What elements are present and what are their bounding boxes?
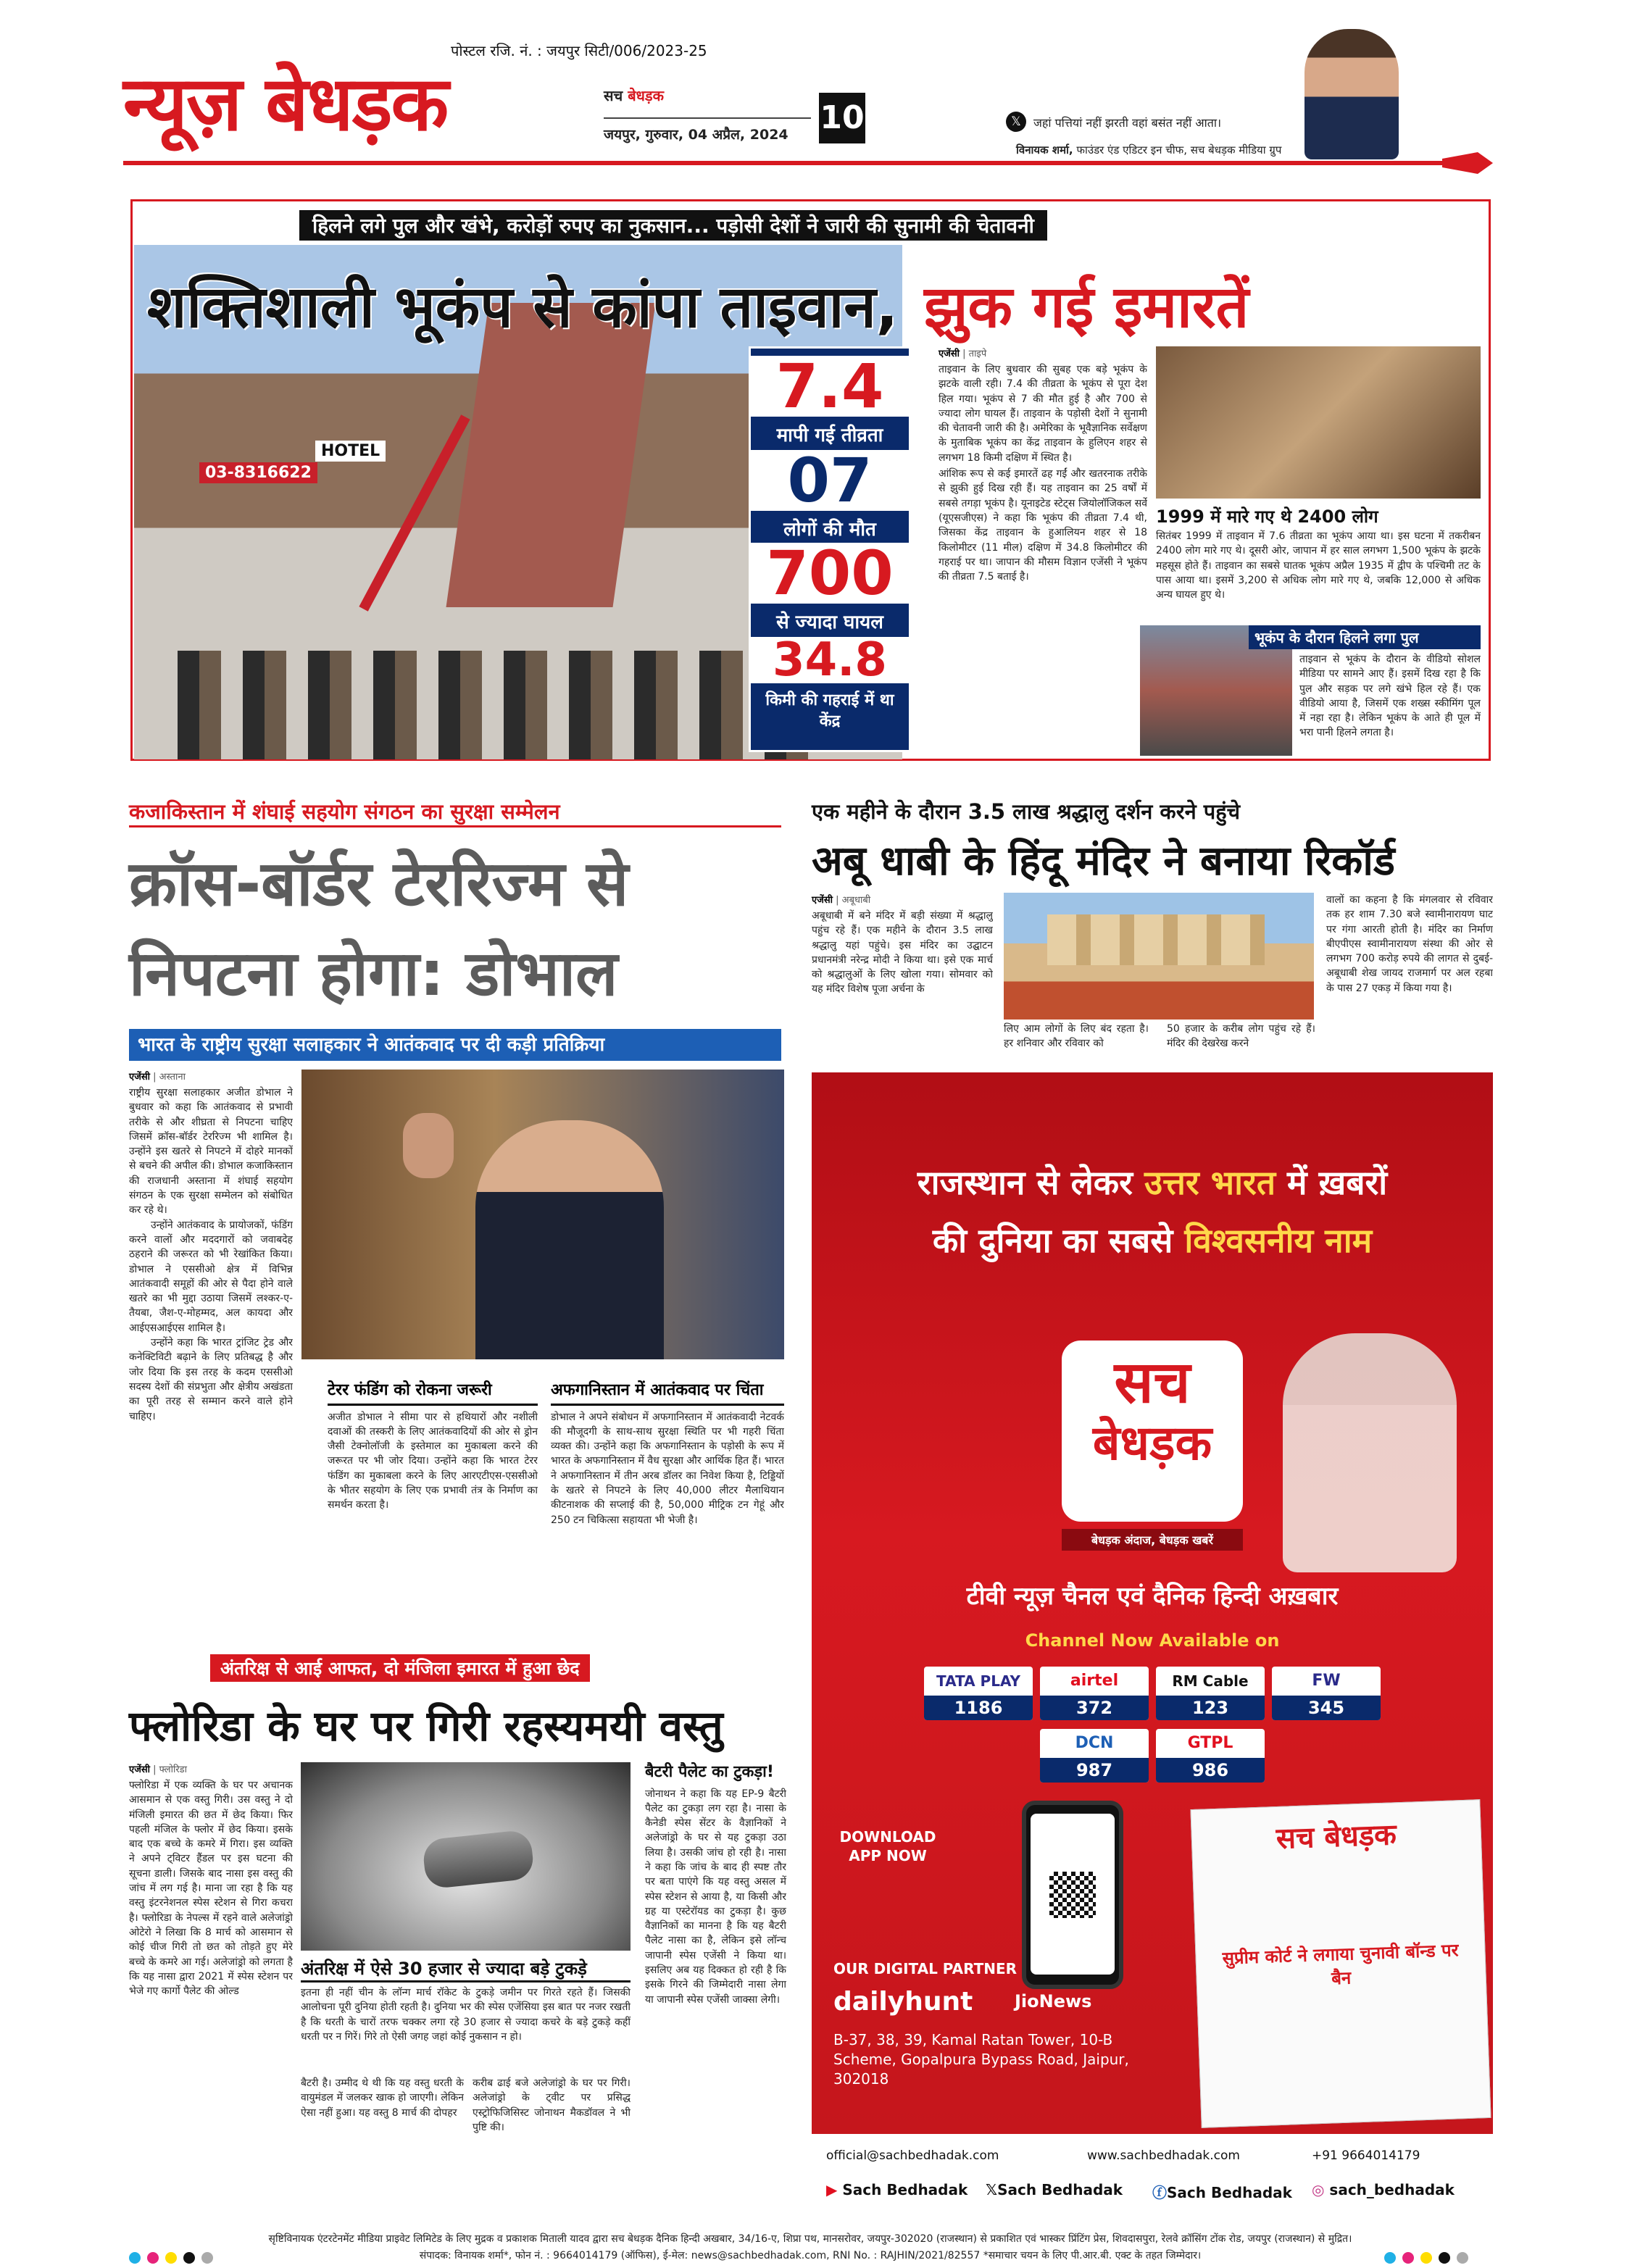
afghan-text: डोभाल ने अपने संबोधन में अफगानिस्तान में आतंकवादी नेटवर्क की मौजूदगी के साथ-साथ सुरक्षा स्थिति पर भी गहरी चिंता व्यक्त की। उन्होंने कहा कि अफगानिस्तान के पड़ोसी के रूप में भारत के अफगानिस्तान में वैध सुरक्षा और आर्थिक हित हैं। भारत ने अफगानिस्तान में तीन अरब डॉलर का निवेश किया है, टिड्डियों के खतरे से निपटने के लिए 40,000 लीटर मैलाथियान कीटनाशक की सप्लाई की है, 50,000 मीट्रिक टन गेहूं और 250 टन चिकित्सा सहायता भी भेजी है। (551, 1411, 784, 1526)
newspaper-headline: सुप्रीम कोर्ट ने लगाया चुनावी बॉन्ड पर बैन (1222, 1940, 1459, 1989)
channel-fw: FW 345 (1272, 1667, 1381, 1720)
temple-text-1: अबूधाबी में बने मंदिर में बड़ी संख्या में श्रद्धालु पहुंच रहे हैं। एक महीने के दौरान 3.5 लाख श्रद्धालु यहां पहुंचे। इस मंदिर का उद्घाटन प्रधानमंत्री नरेन्द्र मोदी ने किया था। इसे एक मार्च को श्रद्धालुओं के लिए खोला गया। सोमवार को यह मंदिर विशेष पूजा अर्चना के (812, 910, 993, 996)
florida-kicker: अंतरिक्ष से आई आफत, दो मंजिला इमारत में हुआ छेद (210, 1654, 590, 1682)
florida-sub-text: इतना ही नहीं चीन के लॉन्ग मार्च रॉकेट के टुकड़े जमीन पर गिरते रहते हैं। जिसकी आलोचना पूरी दुनिया होती रहती है। दुनिया भर की स्पेस एजेंसिया इस बात पर नजर रखती है कि धरती के चारों तरफ चक्कर लगा रहे 30 हजार से ज्यादा कचरे के बड़े टुकड़े कहीं धरती पर न गिरें। गिरे तो ऐसी जगह जहां कोई नुकसान न हो। (301, 1987, 631, 2043)
logo: न्यूज़ बेधड़क (123, 59, 448, 148)
channel-dcn: DCN 987 (1040, 1729, 1149, 1783)
battery-head: बैटरी पैलेट का टुकड़ा! (645, 1763, 774, 1781)
temple-text-3: 50 हजार के करीब लोग पहुंच रहे हैं। मंदिर की देखरेख करने (1167, 1023, 1315, 1050)
temple-spires (1047, 914, 1265, 965)
instagram-handle: ◎ sach_bedhadak (1312, 2181, 1455, 2198)
florida-sub-col-2: करीब ढाई बजे अलेजांड्रो के घर पर गिरी। अलेजांड्रो के ट्वीट पर प्रसिद्ध एस्ट्रोफिजिसिस्ट जोनाथन मैकडॉवल ने भी पुष्टि की। (473, 2077, 631, 2133)
red-rule (123, 161, 1478, 165)
pen-nib-icon (1442, 152, 1493, 174)
terror-box (328, 1380, 538, 1612)
damaged-room-photo (1156, 346, 1481, 499)
x-icon: 𝕏 (1006, 112, 1026, 132)
ad-contact-bar (812, 2134, 1493, 2228)
doval-byline: एजेंसी | अस्ताना (129, 1072, 186, 1083)
hotel-sign: HOTEL (315, 441, 386, 462)
ad-musician-figure (1283, 1333, 1457, 1572)
doval-strap: भारत के राष्ट्रीय सुरक्षा सलाहकार ने आतंकवाद पर दी कड़ी प्रतिक्रिया (129, 1029, 781, 1061)
temple-photo (1004, 893, 1314, 1020)
debris-object (422, 1829, 535, 1889)
dateline: जयपुर, गुरुवार, 04 अप्रैल, 2024 (604, 127, 788, 143)
phone-sign: 03-8316622 (199, 462, 317, 483)
florida-text-1: फ्लोरिडा में एक व्यक्ति के घर पर अचानक आसमान से एक वस्तु गिरी। उस वस्तु ने दो मंजिली इमारत की छत में छेद किया। फिर पहली मंजिल के फ्लोर में छेद किया। इसके बाद एक बच्चे के कमरे में गिरा। इस व्यक्ति ने अपने ट्विटर हैंडल पर इस घटना की सूचना डाली। जिसके बाद नासा इस वस्तु की जांच में लग गई है। माना जा रहा है कि यह वस्तु इंटरनेशनल स्पेस स्टेशन से गिरा कचरा है। फ्लोरिडा के नेपल्स में रहने वाले अलेजांड्रो ओटेरो ने लिखा कि 8 मार्च को आसमान से कोई चीज गिरी तो छत को तोड़ते हुए मेरे बच्चे के कमरे आ गई। अलेजांड्रो को लगता है कि यह नासा द्वारा 2021 में स्पेस स्टेशन पर भेजे गए कार्गो पैलेट की ओल्ड (129, 1780, 293, 1998)
newspaper-title: सच बेधड़क (1276, 1818, 1397, 1856)
stat-injured: 700 (751, 543, 909, 604)
doval-headline-1: क्रॉस-बॉर्डर टेररिज्म से (129, 848, 629, 920)
temple-col-1 (812, 893, 993, 1056)
qr-code (1049, 1872, 1096, 1918)
terror-text: अजीत डोभाल ने सीमा पार से हथियारों और नशीली दवाओं की तस्करी के लिए आतंकवादियों की ओर से ड्रोन जैसी टेक्नोलॉजी के इस्तेमाल का मुकाबला करने की जरूरत पर भी जोर दिया। उन्होंने कहा कि भारत टेरर फंडिंग का मुकाबला करने के लिए आरएटीएस-एससीओ के भीतर सहयोग के लिए एक प्रभावी तंत्र के निर्माण का समर्थन करता है। (328, 1411, 538, 1512)
florida-sub-col-1: बैटरी है। उम्मीद थे थी कि यह वस्तु धरती के वायुमंडल में जलकर खाक हो जाएगी। लेकिन ऐसा नहीं हुआ। यह वस्तु 8 मार्च की दोपहर (301, 2077, 464, 2119)
bridge-title: भूकंप के दौरान हिलने लगा पुल (1249, 625, 1481, 649)
phone-screen (1031, 1814, 1115, 1975)
afghan-head: अफगानिस्तान में आतंकवाद पर चिंता (551, 1380, 784, 1406)
footer-line-2: संपादक: विनायक शर्मा*, फोन नं. : 9664014179 (ऑफिस), ई-मेल: news@sachbedhadak.com, RNI No. : RAJHIN/2021/82557 *समाचार चयन के लिए पी.आर.बी. एक्ट के तहत जिम्मेदार। (419, 2250, 1202, 2261)
instagram-icon: ◎ (1312, 2181, 1325, 2198)
crowd (178, 651, 830, 759)
footer-line-1: सृष्टिविनायक एंटरटेनमेंट मीडिया प्राइवेट लिमिटेड के लिए मुद्रक व प्रकाशक मिताली यादव द्वारा सच बेधड़क दैनिक हिन्दी अखबार, 34/16-ए, शिप्रा पथ, मानसरोवर, जयपुर-302020 (राजस्थान) से प्रकाशित एवं भास्कर प्रिंटिंग प्रेस, शिवदासपुरा, रेलवे क्रॉसिंग टोंक रोड, जयपुर (राजस्थान) से मुद्रित। (268, 2233, 1352, 2245)
black-dot (1439, 2252, 1450, 2264)
taiwan-headline-red: झुक गई इमारतें (918, 273, 1254, 341)
x-logo-icon: 𝕏 (986, 2181, 998, 2198)
footer (129, 2232, 1491, 2262)
doval-body-2: उन्होंने आतंकवाद के प्रायोजकों, फंडिंग करने वालों और मददगारों को जवाबदेह ठहराने की जरूरत को भी रेखांकित किया। डोभाल ने एससीओ क्षेत्र में विभिन्न आतंकवादी समूहों की ओर से पैदा होने वाले खतरे का भी मुद्दा उठाया जिसमें लश्कर-ए-तैयबा, जैश-ए-मोहम्मद, अल कायदा और आईएसआईएस शामिल है। (129, 1219, 293, 1334)
temple-byline: एजेंसी | अबूधाबी (812, 895, 871, 906)
speaker-figure (475, 1120, 664, 1359)
x-handle: 𝕏Sach Bedhadak (986, 2181, 1123, 2198)
jionews-logo: JioNews (1015, 1991, 1092, 2011)
terror-head: टेरर फंडिंग को रोकना जरूरी (328, 1380, 538, 1406)
stat-depth-label: किमी की गहराई में था केंद्र (765, 691, 894, 730)
digital-partner-label: OUR DIGITAL PARTNER (833, 1960, 1018, 1977)
stat-magnitude: 7.4 (751, 356, 909, 417)
stat-depth: 34.8 (751, 637, 909, 683)
ad-desc: टीवी न्यूज़ चैनल एवं दैनिक हिन्दी अख़बार (966, 1582, 1339, 1611)
ad-logo-box (1062, 1341, 1243, 1522)
space-debris-photo (301, 1762, 631, 1951)
stat-deaths-label: लोगों की मौत (783, 519, 876, 541)
ad-logo-line-1: सच (1114, 1348, 1191, 1416)
dailyhunt-logo: dailyhunt (833, 1987, 973, 2017)
leaning-building (446, 303, 655, 607)
temple-text-2: लिए आम लोगों के लिए बंद रहता है। हर शनिवार और रविवार को (1004, 1023, 1149, 1050)
taiwan-body-1: ताइवान के लिए बुधवार की सुबह एक बड़े भूकंप के झटके वाली रही। 7.4 की तीव्रता के भूकंप से पूरा देश हिल गया। भूकंप से 7 की मौत हुई है और 700 से ज्यादा लोग घायल हैं। ताइवान के पड़ोसी देशों ने सुनामी की चेतावनी जारी की है। अमेरिका के भूवैज्ञानिक सर्वेक्षण के मुताबिक भूकंप का केंद्र ताइवान के हुलिएन शहर से लगभग 18 किमी दक्षिण में स्थित है। (939, 364, 1147, 464)
channel-rm-cable: RM Cable 123 (1156, 1667, 1265, 1720)
editor-quote: जहां पत्तियां नहीं झरती वहां बसंत नहीं आता। (1033, 116, 1222, 130)
afghan-box (551, 1380, 784, 1612)
taiwan-kicker: हिलने लगे पुल और खंभे, करोड़ों रुपए का नुकसान... पड़ोसी देशों ने जारी की सुनामी की चेतावनी (299, 210, 1047, 241)
doval-text-column (129, 1070, 293, 1671)
youtube-handle: ▶ Sach Bedhadak (826, 2181, 968, 2198)
doval-body-3: उन्होंने कहा कि भारत ट्रांजिट ट्रेड और कनेक्टिविटी बढ़ाने के लिए प्रतिबद्ध है और जोर दिया कि इस तरह के कदम एससीओ सदस्य देशों की संप्रभुता और क्षेत्रीय अखंडता का पूरी तरह से सम्मान करने वाले होने चाहिए। (129, 1337, 293, 1422)
sach-bedhadak-ad (812, 1072, 1493, 2228)
taiwan-story (130, 199, 1491, 761)
ad-download: DOWNLOAD APP NOW (839, 1828, 936, 1864)
black-dot (183, 2252, 195, 2264)
battery-text: जोनाथन ने कहा कि यह EP-9 बैटरी पैलेट का टुकड़ा लग रहा है। नासा के कैनेडी स्पेस सेंटर के वैज्ञानिकों ने अलेजांड्रो के घर से यह टुकड़ा उठा लिया है। उसकी जांच हो रही है। नासा ने कहा कि जांच के बाद ही स्पष्ट तौर पर बता पाएंगे कि यह वस्तु असल में स्पेस स्टेशन से आया है, या किसी और ग्रह या एस्टेरॉयड का टुकड़ा है। कुछ वैज्ञानिकों का मानना है कि यह बैटरी पैलेट नासा का है, लेकिन इसे लॉन्च जापानी स्पेस एजेंसी ने किया था। इसलिए अब यह दिक्कत हो रही है कि इसके गिरने की जिम्मेदारी नासा लेगा या जापानी स्पेस एजेंसी जाक्सा लेगी। (645, 1788, 786, 2006)
page-number: 10 (819, 93, 865, 143)
facebook-icon: ⓕ (1152, 2184, 1167, 2201)
phone-text: +91 9664014179 (1312, 2148, 1420, 2163)
florida-col-1 (129, 1762, 293, 2226)
temple-text-4: वालों का कहना है कि मंगलवार से रविवार तक हर शाम 7.30 बजे स्वामीनारायण घाट पर गंगा आरती होती है। मंदिर का निर्माण बीएपीएस स्वामीनारायण संस्था की ओर से लगभग 700 करोड़ रुपये की लागत से दुबई-अबूधाबी शेख जायद राजमार्ग पर अल रहबा के पास 27 एकड़ में किया गया है। (1326, 894, 1493, 994)
ad-logo-strap: बेधड़क अंदाज, बेधड़क खबरें (1062, 1529, 1243, 1551)
registration-dots-bottom-left (129, 2252, 213, 2264)
battery-box (645, 1762, 786, 2226)
registration-dots-bottom-right (1384, 2252, 1468, 2264)
ad-address: B-37, 38, 39, Kamal Ratan Tower, 10-B Scheme, Gopalpura Bypass Road, Jaipur, 302018 (833, 2031, 1129, 2088)
doval-photo (301, 1070, 784, 1359)
phone-mockup (1022, 1801, 1123, 1989)
stat-injured-label: से ज्यादा घायल (776, 612, 883, 633)
doval-kicker: कजाकिस्तान में शंघाई सहयोग संगठन का सुरक्षा सम्मेलन (129, 797, 781, 827)
ad-tagline-2: की दुनिया का सबसे विश्वसनीय नाम (932, 1221, 1373, 1260)
channel-gtpl: GTPL 986 (1156, 1729, 1265, 1783)
editor-info: विनायक शर्मा, फाउंडर एंड एडिटर इन चीफ, सच बेधड़क मीडिया ग्रुप (1016, 143, 1282, 157)
ad-channels-title: Channel Now Available on (1025, 1630, 1280, 1651)
postal-registration: पोस्टल रजि. नं. : जयपुर सिटी/006/2023-25 (451, 42, 707, 59)
taiwan-headline: शक्तिशाली भूकंप से कांपा ताइवान, झुक गई इमारतें (147, 265, 1254, 344)
magenta-dot (1402, 2252, 1414, 2264)
florida-sub-head: अंतरिक्ष में ऐसे 30 हजार से ज्यादा बड़े टुकड़े (301, 1956, 631, 1983)
bridge-text: ताइवान से भूकंप के दौरान के वीडियो सोशल मीडिया पर सामने आए हैं। इसमें दिख रहा है कि पुल और सड़क पर लगे खंभे हिल रहे हैं। एक वीडियो आया है, जिसमें एक शख्स स्कीमिंग पूल में नहा रहा है। लेकिन भूकंप के आते ही पूल में भरा पानी हिलने लगता है। (1299, 654, 1481, 739)
masthead-rule (604, 117, 811, 119)
doval-headline-2: निपटना होगा: डोभाल (129, 938, 618, 1010)
stat-magnitude-label: मापी गई तीव्रता (776, 425, 883, 446)
box-1999-title: 1999 में मारे गए थे 2400 लोग (1156, 506, 1378, 527)
yellow-dot (165, 2252, 177, 2264)
gray-dot (1457, 2252, 1468, 2264)
taiwan-body-2: आंशिक रूप से कई इमारतें ढह गईं और खतरनाक तरीके से झुकी हुई दिख रही हैं। यह ताइवान का 25 वर्षों में सबसे तगड़ा भूकंप है। यूनाइटेड स्टेट्स जियोलॉजिकल सर्वे (यूएसजीएस) ने कहा कि भूकंप की तीव्रता 7.4 थी, जिसका केंद्र ताइवान के हुआलियन शहर से 18 किलोमीटर (11 मील) दक्षिण में 34.8 किलोमीटर की गहराई पर था। जापान की मौसम विज्ञान एजेंसी ने भूकंप की तीव्रता 7.5 बताई है। (939, 468, 1147, 583)
editor-photo (1304, 29, 1399, 159)
temple-kicker: एक महीने के दौरान 3.5 लाख श्रद्धालु दर्शन करने पहुंचे (812, 799, 1241, 824)
box-1999-text: सितंबर 1999 में ताइवान में 7.6 तीव्रता का भूकंप आया था। इस घटना में तकरीबन 2400 लोग मारे गए थे। दूसरी ओर, जापान में हर साल लगभग 1,500 भूकंप के झटके महसूस होते हैं। ताइवान का सबसे घातक भूकंप अप्रैल 1935 में द्वीप के पश्चिमी तट के पास आया था। इसमें 3,200 से अधिक लोग मारे गए थे, जबकि 12,000 से अधिक अन्य घायल हुए थे। (1156, 530, 1481, 601)
masthead (0, 0, 1627, 196)
newspaper-mockup (1190, 1799, 1491, 2128)
yellow-dot (1420, 2252, 1432, 2264)
magenta-dot (147, 2252, 159, 2264)
stat-deaths: 07 (751, 450, 909, 511)
doval-body-1: राष्ट्रीय सुरक्षा सलाहकार अजीत डोभाल ने बुधवार को कहा कि आतंकवाद से प्रभावी तरीके से और शीघ्रता से निपटना चाहिए जिसमें क्रॉस-बॉर्डर टेररिज्म भी शामिल है। उन्होंने इस खतरे से निपटने में दोहरे मानकों से बचने की अपील की। डोभाल कजाकिस्तान की राजधानी अस्ताना में शंघाई सहयोग संगठन के एक सुरक्षा सम्मेलन को संबोधित कर रहे थे। (129, 1087, 293, 1217)
raised-fist (403, 1113, 454, 1178)
cyan-dot (129, 2252, 141, 2264)
youtube-icon: ▶ (826, 2181, 838, 2198)
email-text: official@sachbedhadak.com (826, 2148, 999, 2163)
brand-line: सच बेधड़क (604, 87, 664, 104)
taiwan-text-column (939, 346, 1147, 752)
cyan-dot (1384, 2252, 1396, 2264)
ad-logo-line-2: बेधड़क (1092, 1415, 1212, 1471)
channel-tata-play: TATA PLAY 1186 (924, 1667, 1033, 1720)
ad-tagline-1: राजस्थान से लेकर उत्तर भारत में ख़बरों (917, 1163, 1388, 1202)
stats-panel (749, 346, 911, 752)
channel-airtel: airtel 372 (1040, 1667, 1149, 1720)
florida-byline: एजेंसी | फ्लोरिडा (129, 1764, 187, 1775)
florida-headline: फ्लोरिडा के घर पर गिरी रहस्यमयी वस्तु (129, 1701, 723, 1751)
temple-headline: अबू धाबी के हिंदू मंदिर ने बनाया रिकॉर्ड (812, 838, 1395, 885)
gray-dot (201, 2252, 213, 2264)
taiwan-byline: एजेंसी | ताइपे (939, 349, 987, 359)
website-text: www.sachbedhadak.com (1087, 2148, 1240, 2163)
facebook-handle: ⓕSach Bedhadak (1152, 2184, 1292, 2201)
